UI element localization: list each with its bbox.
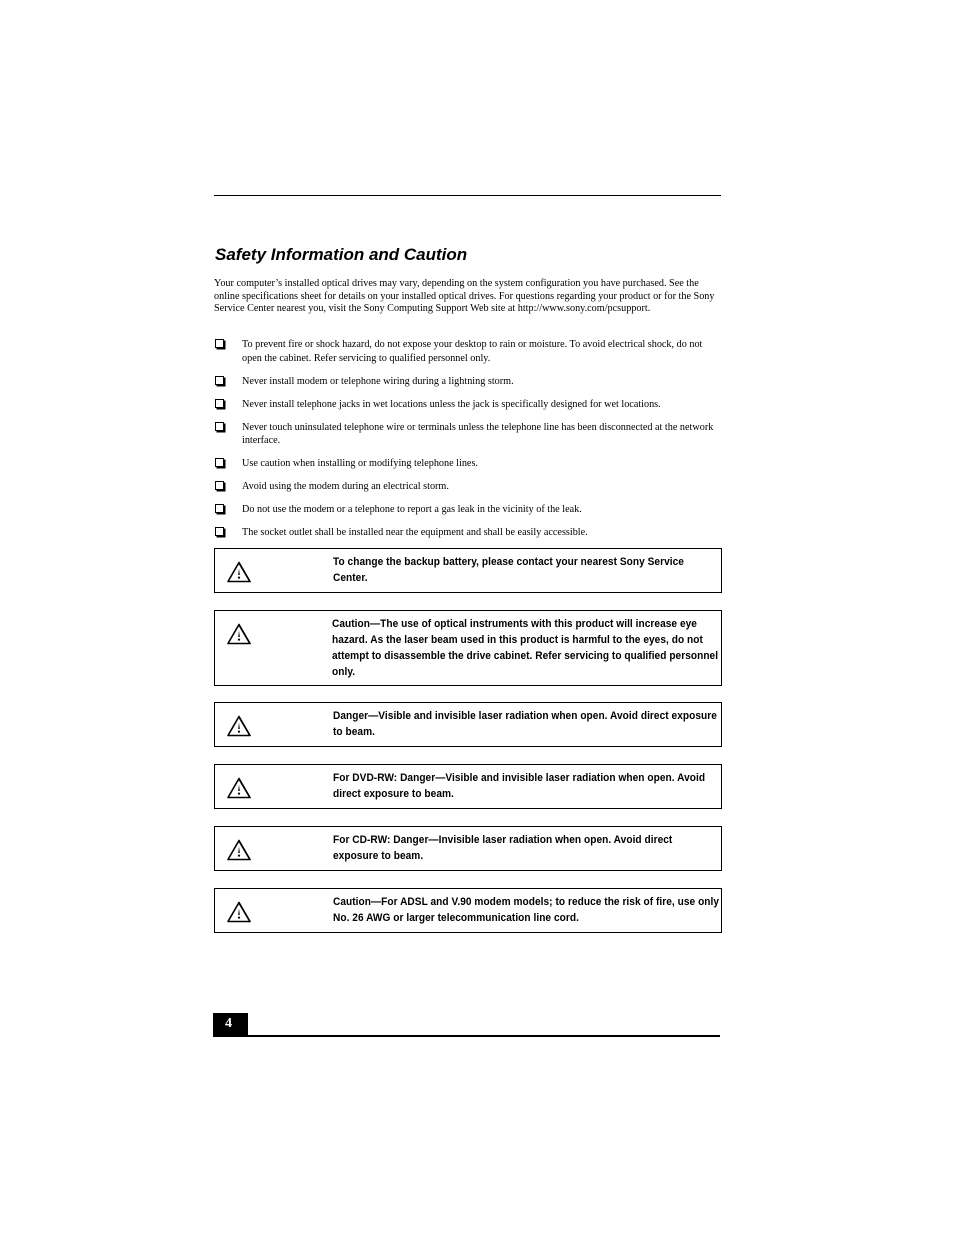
list-item-text: Avoid using the modem during an electrical storm.	[242, 481, 449, 492]
header-rule	[214, 195, 721, 196]
list-item	[214, 375, 722, 389]
warning-text: Caution—For ADSL and V.90 modem models; to reduce the risk of fire, use only No. 26 AWG or larger telecommunication line cord.	[333, 896, 720, 924]
warning-box-modem	[214, 888, 722, 933]
safety-bullet-list	[214, 338, 722, 549]
list-item	[214, 421, 722, 448]
intro-paragraph: Your computer’s installed optical drives may vary, depending on the system configuration you have purchased. See the online specifications sheet for details on your installed optical drives. For questions regarding your product or for the Sony Service Center nearest you, visit the Sony Computing Support Web site at http://www.sony.com/pcsupport.	[214, 278, 715, 315]
warning-box-laser	[214, 702, 722, 747]
warning-text: Danger—Visible and invisible laser radiation when open. Avoid direct exposure to beam.	[333, 710, 717, 738]
list-item	[214, 526, 722, 540]
list-item	[214, 503, 722, 517]
list-item	[214, 457, 722, 471]
warning-box-battery	[214, 548, 722, 593]
list-item	[214, 338, 722, 365]
list-item-text: Never install telephone jacks in wet locations unless the jack is specifically designed for wet locations.	[242, 398, 661, 410]
list-item-text: Use caution when installing or modifying telephone lines.	[242, 458, 478, 469]
warning-text: For DVD-RW: Danger—Visible and invisible laser radiation when open. Avoid direct exposure to beam.	[333, 772, 706, 800]
warning-box-cd-rw	[214, 826, 722, 871]
warning-text: For CD-RW: Danger—Invisible laser radiation when open. Avoid direct exposure to beam.	[333, 834, 673, 862]
warning-triangle-icon	[227, 715, 251, 737]
warning-triangle-icon	[227, 839, 251, 861]
warning-triangle-icon	[227, 623, 251, 645]
warning-box-optical	[214, 610, 722, 686]
warning-triangle-icon	[227, 901, 251, 923]
list-item	[214, 398, 722, 412]
section-title: Safety Information and Caution	[215, 245, 468, 264]
list-item-text: Never install modem or telephone wiring during a lightning storm.	[242, 375, 514, 387]
checkbox-bullet-icon	[215, 527, 224, 536]
checkbox-bullet-icon	[215, 458, 224, 467]
list-item-text: The socket outlet shall be installed near the equipment and shall be easily accessible.	[242, 527, 588, 538]
footer-rule	[213, 1035, 720, 1037]
checkbox-bullet-icon	[215, 422, 224, 431]
checkbox-bullet-icon	[215, 481, 224, 490]
warning-text: Caution—The use of optical instruments with this product will increase eye hazard. As the laser beam used in this product is harmful to the eyes, do not attempt to disassemble the drive cabinet. Refer servicing to qualified personnel only.	[332, 618, 719, 678]
checkbox-bullet-icon	[215, 399, 224, 408]
warning-text: To change the backup battery, please contact your nearest Sony Service Center.	[333, 556, 684, 584]
page-number: 4	[213, 1013, 248, 1036]
list-item-text: To prevent fire or shock hazard, do not expose your desktop to rain or moisture. To avoid electrical shock, do not open the cabinet. Refer servicing to qualified personnel only.	[242, 339, 703, 364]
warning-triangle-icon	[227, 777, 251, 799]
checkbox-bullet-icon	[215, 504, 224, 513]
checkbox-bullet-icon	[215, 376, 224, 385]
list-item-text: Do not use the modem or a telephone to report a gas leak in the vicinity of the leak.	[242, 504, 582, 515]
checkbox-bullet-icon	[215, 339, 224, 348]
list-item-text: Never touch uninsulated telephone wire or terminals unless the telephone line has been disconnected at the network interface.	[242, 421, 714, 446]
warning-triangle-icon	[227, 561, 251, 583]
list-item	[214, 480, 722, 494]
warning-box-dvd-rw	[214, 764, 722, 809]
